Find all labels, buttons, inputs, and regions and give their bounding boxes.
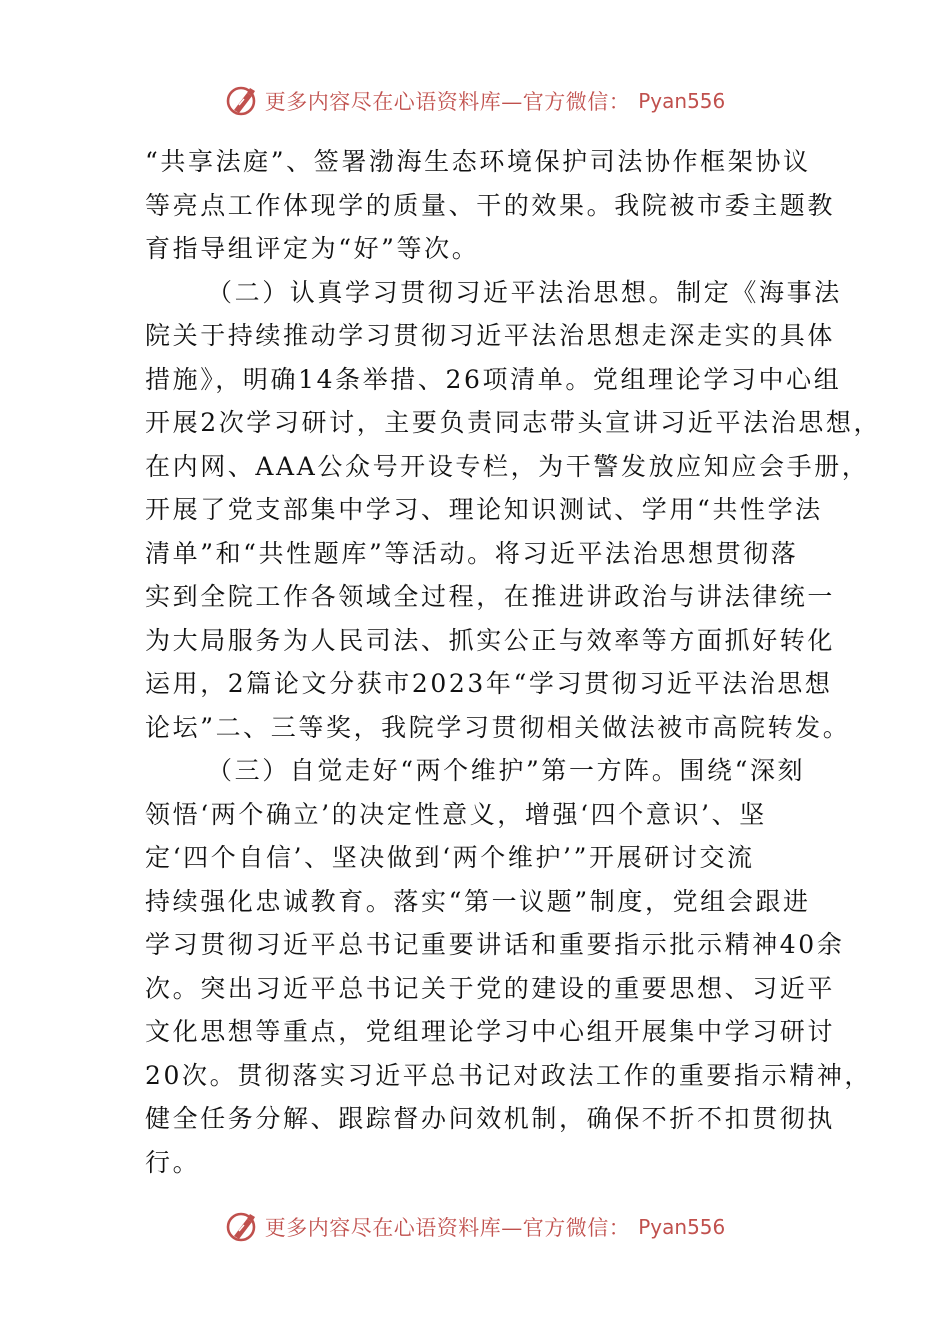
body-line: 行。 [145,1147,201,1177]
header-watermark-banner [0,84,950,118]
watermark-wechat-id: Pyan556 [638,89,726,113]
document-body [145,140,882,1184]
body-line: 为大局服务为人民司法、抓实公正与效率等方面抓好转化 [145,625,836,655]
body-line: 院关于持续推动学习贯彻习近平法治思想走深走实的具体 [145,321,836,350]
body-line: 措施》，明确14条举措、26项清单。党组理论学习中心组 [145,364,842,394]
body-line: 健全任务分解、跟踪督办问效机制，确保不折不扣贯彻执 [145,1104,836,1133]
body-line: 育指导组评定为“好”等次。 [145,234,480,263]
footer-watermark-banner [0,1210,950,1244]
body-line: 20次。贯彻落实习近平总书记对政法工作的重要指示精神， [145,1060,873,1090]
body-line: 定‘四个自信’、坚决做到‘两个维护’”开展研讨交流 [145,843,755,872]
watermark-wechat-id: Pyan556 [638,1215,726,1239]
body-line: 实到全院工作各领域全过程，在推进讲政治与讲法律统一 [145,582,836,611]
body-line: 运用，2篇论文分获市2023年“学习贯彻习近平法治思想 [145,669,833,698]
body-line: 次。突出习近平总书记关于党的建设的重要思想、习近平 [145,973,836,1003]
pen-nib-logo-icon [225,84,259,118]
body-line: “共享法庭”、签署渤海生态环境保护司法协作框架协议 [145,147,811,176]
body-line: 学习贯彻习近平总书记重要讲话和重要指示批示精神40余 [145,930,845,959]
body-line: 清单”和“共性题库”等活动。将习近平法治思想贯彻落 [145,538,799,568]
body-line: 开展2次学习研讨，主要负责同志带头宣讲习近平法治思想， [145,408,882,437]
body-line: 领悟‘两个确立’的决定性意义，增强‘四个意识’、坚 [145,799,767,829]
body-line: 文化思想等重点，党组理论学习中心组开展集中学习研讨 [145,1017,836,1046]
body-line: 论坛”二、三等奖，我院学习贯彻相关做法被市高院转发。 [145,712,851,742]
body-line: 持续强化忠诚教育。落实“第一议题”制度，党组会跟进 [145,886,811,916]
watermark-text: 更多内容尽在心语资料库—官方微信： [264,90,631,114]
body-line: 在内网、AAA公众号开设专栏，为干警发放应知应会手册， [145,451,870,481]
body-line: 开展了党支部集中学习、理论知识测试、学用“共性学法 [145,495,823,524]
pen-nib-logo-icon [225,1210,259,1244]
section-heading-line: （二）认真学习贯彻习近平法治思想。制定《海事法 [207,277,842,307]
body-line: 等亮点工作体现学的质量、干的效果。我院被市委主题教 [145,190,836,220]
section-heading-line: （三）自觉走好“两个维护”第一方阵。围绕“深刻 [207,756,806,785]
watermark-text: 更多内容尽在心语资料库—官方微信： [264,1216,631,1240]
